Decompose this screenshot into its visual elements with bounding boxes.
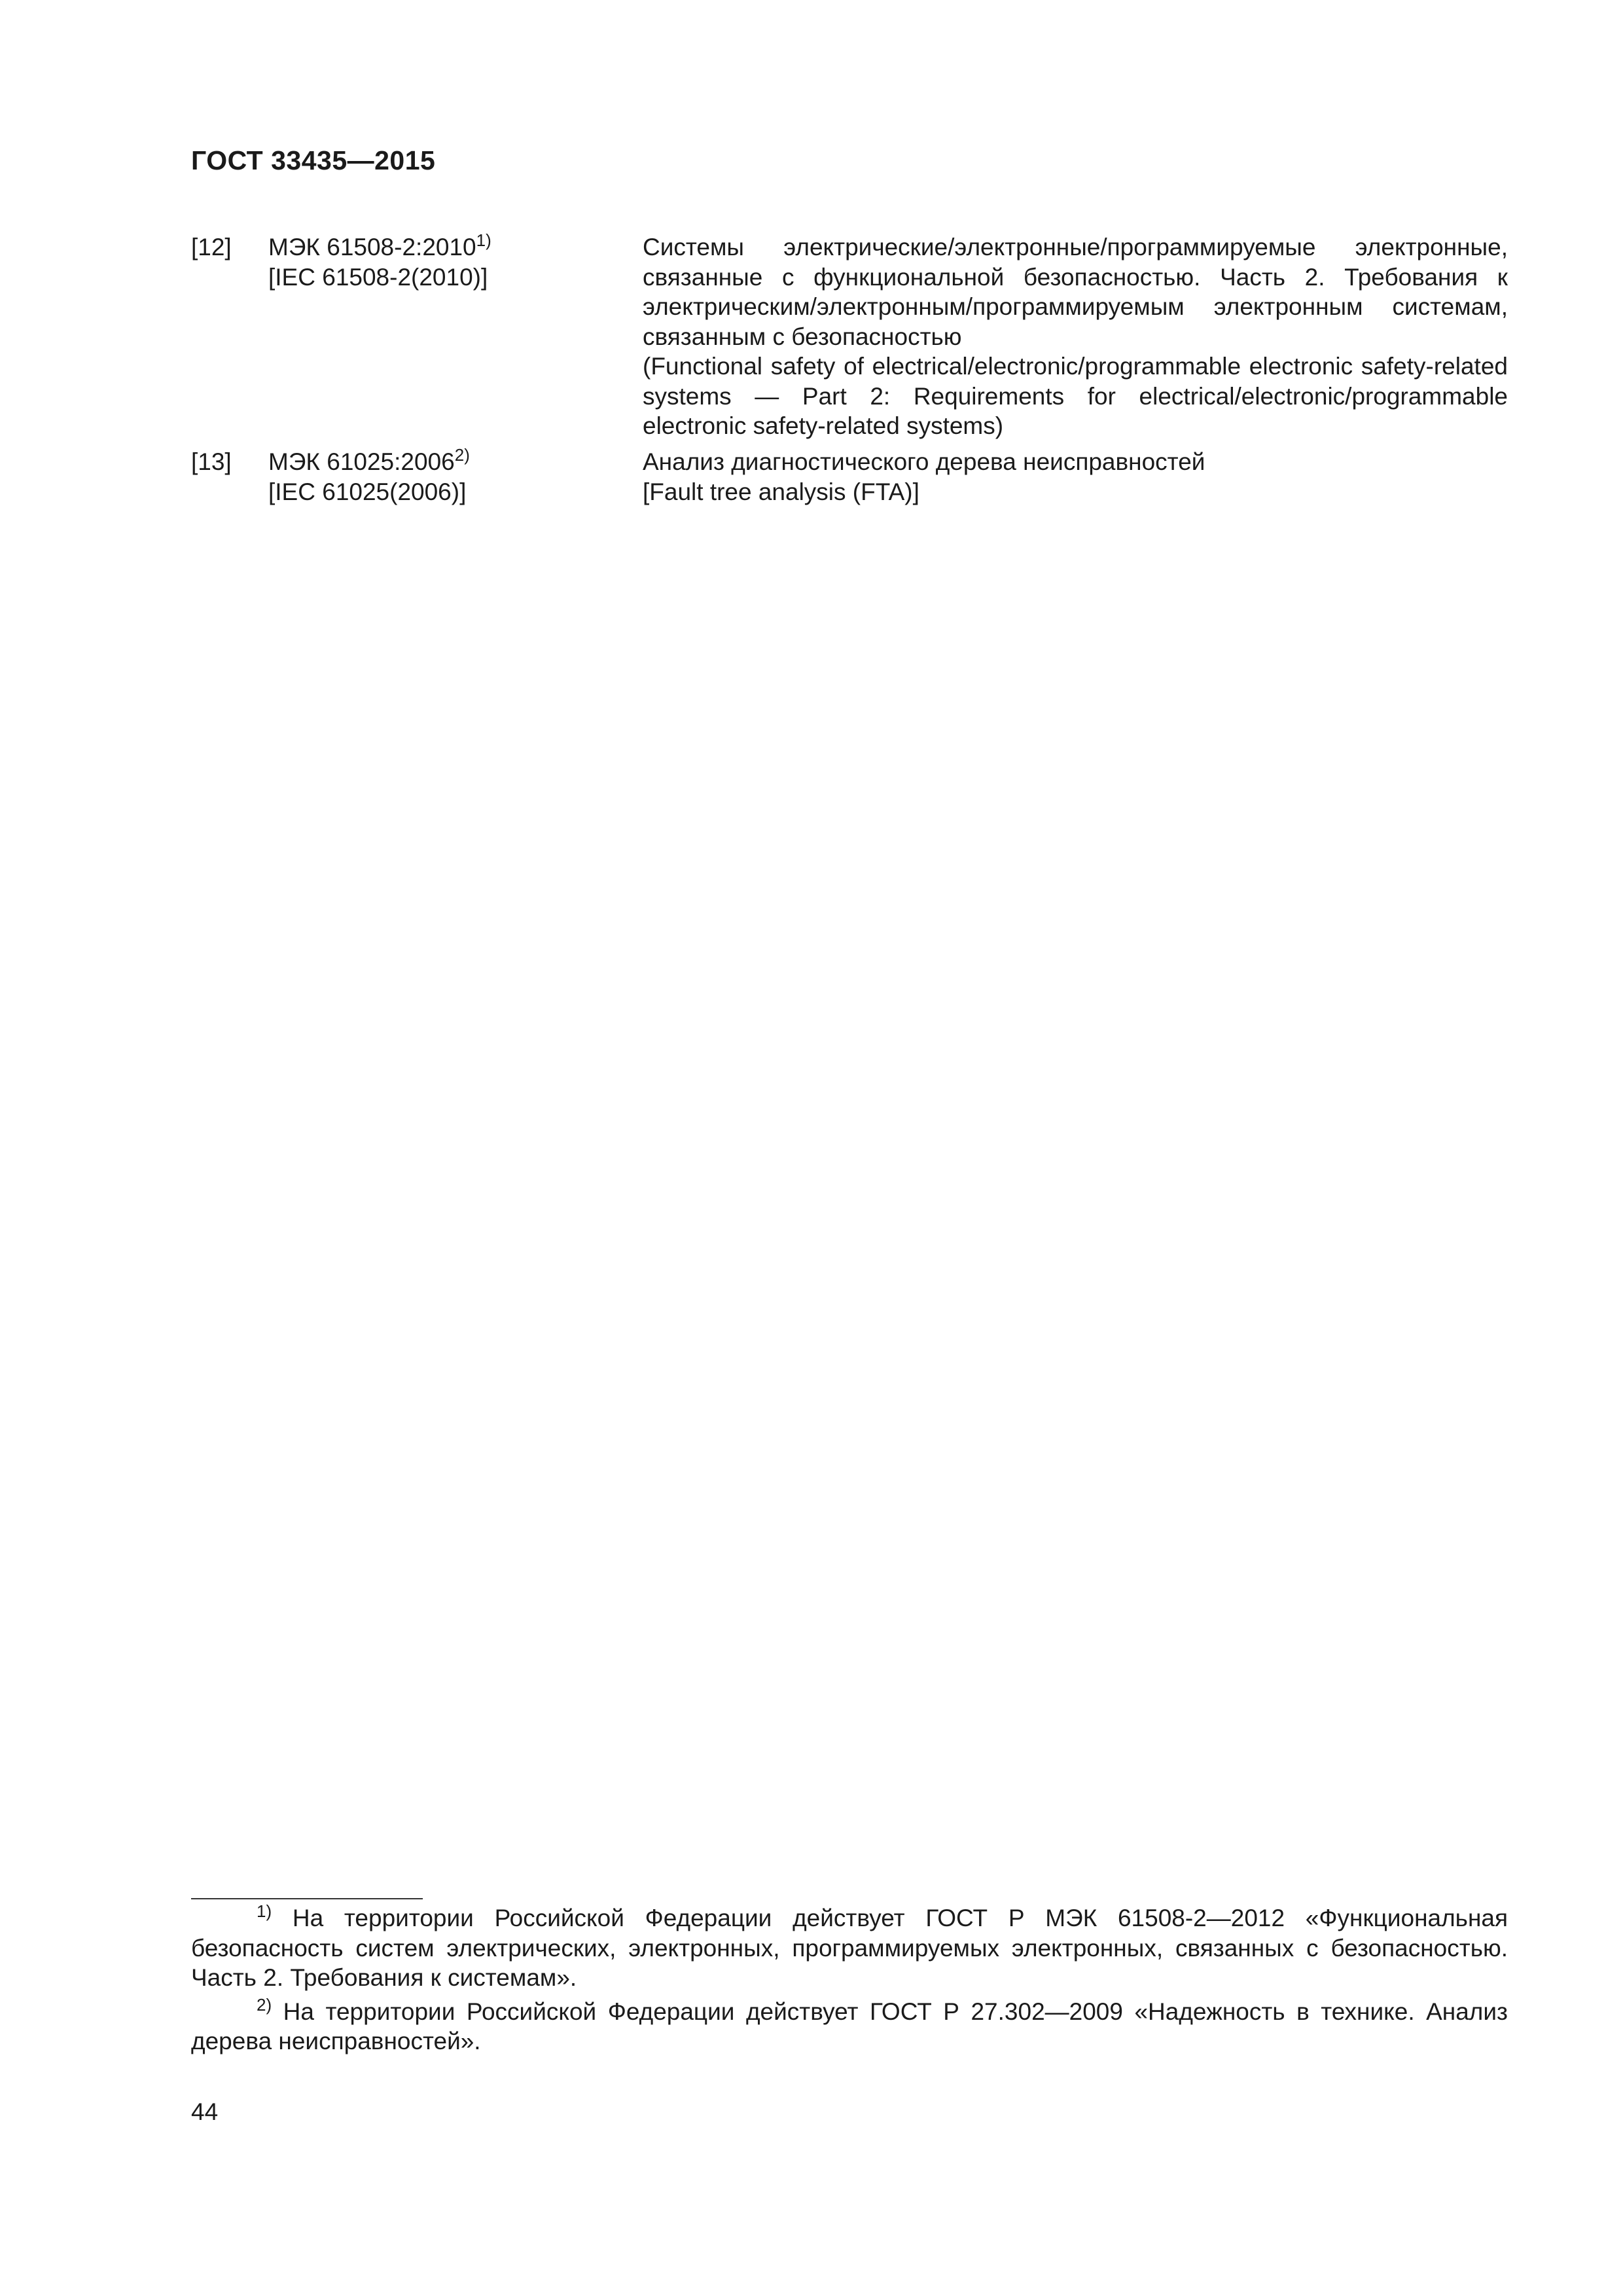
reference-code-ru: МЭК 61025:2006$^{2)}$: [268, 445, 470, 475]
reference-description-ru: Системы электрические/электронные/программируемые электронные, связанные с функциональной безопасностью. Часть 2. Требования к электрическим/электронным/программируемым электронным системам, связанным с безопасностью: [643, 234, 1508, 350]
reference-description-en: [Fault tree analysis (FTA)]: [643, 478, 919, 505]
footnote-marker: 1): [476, 230, 491, 250]
reference-description: [643, 232, 1508, 441]
reference-number: [13]: [191, 448, 232, 475]
reference-description: [643, 447, 1508, 507]
footnote-marker: 2): [454, 445, 470, 465]
footnote-separator: [191, 1898, 423, 1899]
reference-designation: [268, 232, 491, 292]
footnote-marker: 2): [257, 1994, 272, 2015]
reference-description-ru: Анализ диагностического дерева неисправностей: [643, 448, 1205, 475]
reference-code-en: [IEC 61508-2(2010)]: [268, 263, 488, 291]
reference-code-en: [IEC 61025(2006)]: [268, 478, 467, 505]
footnote-marker: 1): [257, 1901, 272, 1921]
footnote-2: $^{2)}$ На территории Российской Федерации действует ГОСТ Р 27.302—2009 «Надежность в технике. Анализ дерева неисправностей».: [191, 1994, 1508, 2054]
reference-designation: [268, 447, 470, 507]
footnotes: [191, 1903, 1508, 2060]
reference-description-en: (Functional safety of electrical/electronic/programmable electronic safety-related systems — Part 2: Requirements for electrical/electronic/programmable electronic safety-related systems): [643, 353, 1508, 439]
reference-code-ru: МЭК 61508-2:2010$^{1)}$: [268, 230, 491, 260]
footnote-1: $^{1)}$ На территории Российской Федерации действует ГОСТ Р МЭК 61508-2—2012 «Функциональная безопасность систем электрических, электронных, программируемых электронных, связанных с безопасностью. Часть 2. Требования к системам».: [191, 1901, 1508, 1991]
document-header: ГОСТ 33435—2015: [191, 145, 436, 175]
reference-number: [12]: [191, 234, 232, 260]
page-number: 44: [191, 2098, 219, 2125]
